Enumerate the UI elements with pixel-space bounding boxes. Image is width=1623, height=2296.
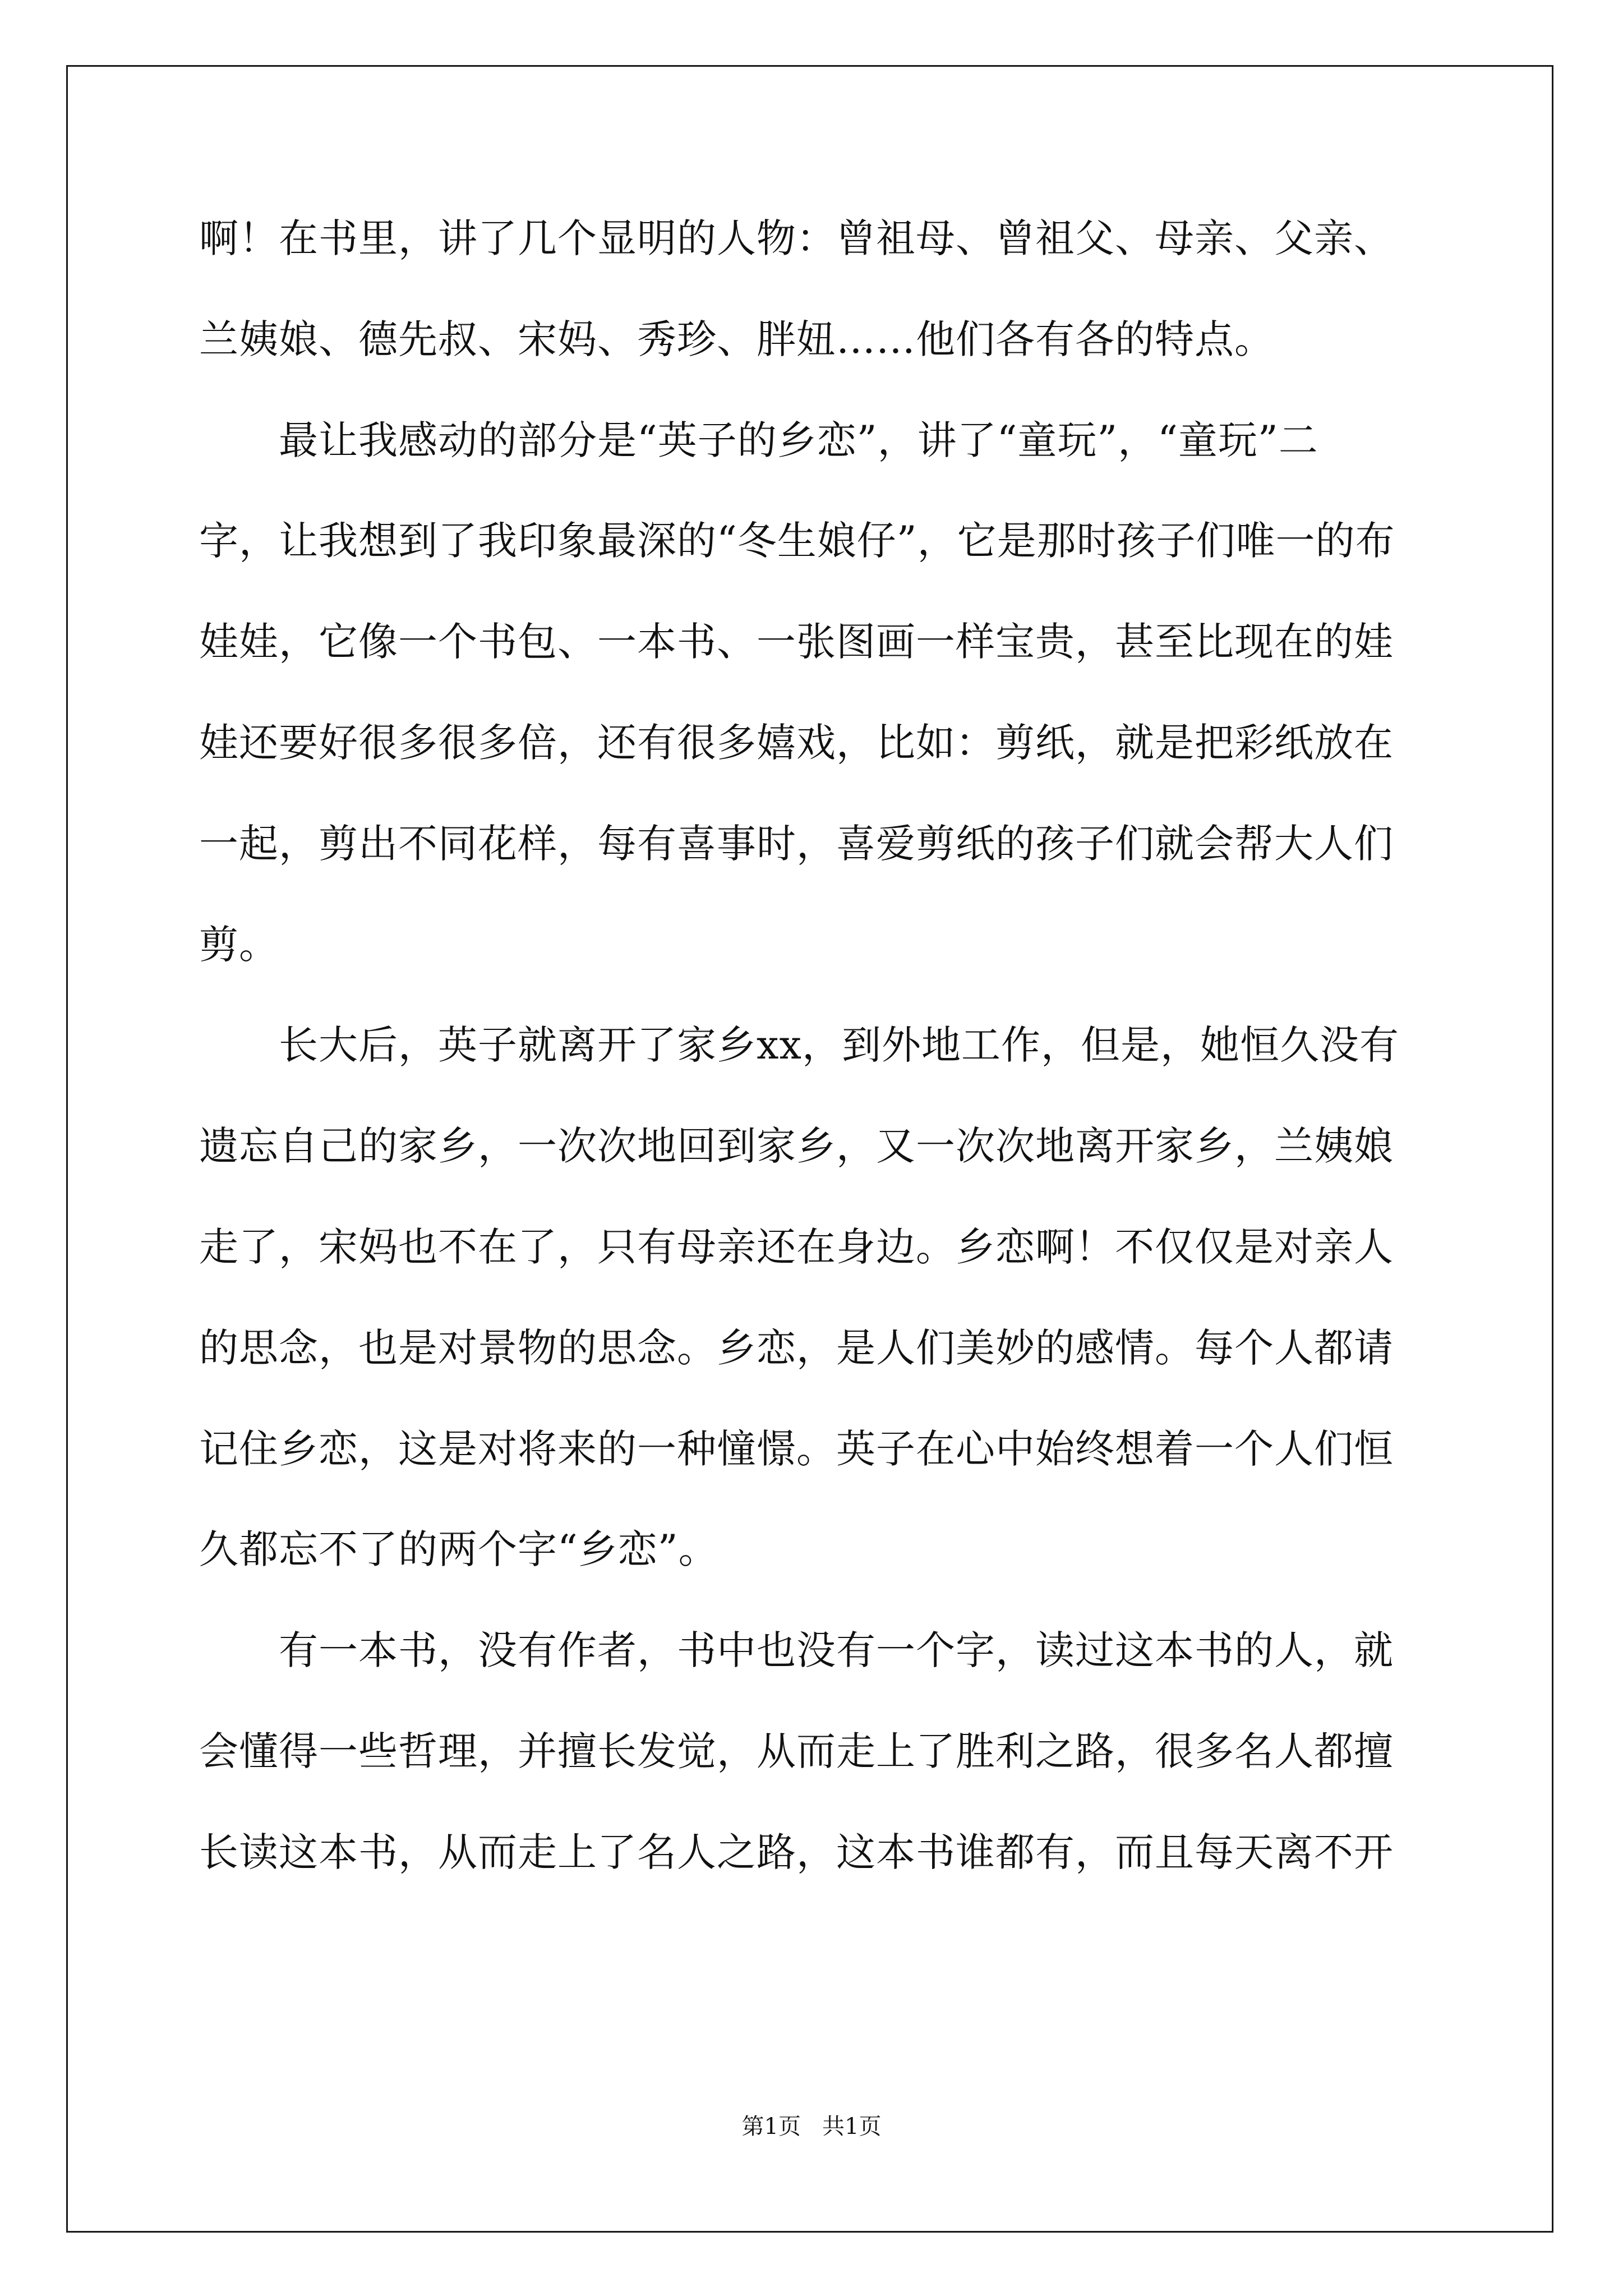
text-line: 遗忘自己的家乡，一次次地回到家乡，又一次次地离开家乡，兰姨娘 — [199, 1123, 1394, 1169]
page-footer — [0, 2110, 1623, 2143]
page-number: 第1页 — [741, 2114, 801, 2139]
text-line: 啊！在书里，讲了几个显明的人物：曾祖母、曾祖父、母亲、父亲、 — [199, 215, 1394, 261]
page-total: 共1页 — [822, 2114, 882, 2139]
text-line: 长读这本书，从而走上了名人之路，这本书谁都有，而且每天离不开 — [199, 1829, 1394, 1875]
text-line: 最让我感动的部分是“英子的乡恋”，讲了“童玩”，“童玩”二 — [199, 417, 1318, 463]
text-line: 娃还要好很多很多倍，还有很多嬉戏，比如：剪纸，就是把彩纸放在 — [199, 720, 1394, 766]
text-line: 走了，宋妈也不在了，只有母亲还在身边。乡恋啊！不仅仅是对亲人 — [199, 1224, 1394, 1270]
text-line: 记住乡恋，这是对将来的一种憧憬。英子在心中始终想着一个人们恒 — [199, 1426, 1394, 1472]
text-line: 长大后，英子就离开了家乡xx，到外地工作，但是，她恒久没有 — [199, 1022, 1399, 1068]
text-line: 字，让我想到了我印象最深的“冬生娘仔”，它是那时孩子们唯一的布 — [199, 518, 1395, 564]
text-line: 兰姨娘、德先叔、宋妈、秀珍、胖妞……他们各有各的特点。 — [199, 316, 1274, 362]
text-line: 久都忘不了的两个字“乡恋”。 — [199, 1526, 718, 1572]
text-line: 有一本书，没有作者，书中也没有一个字，读过这本书的人，就 — [199, 1627, 1394, 1673]
text-line: 会懂得一些哲理，并擅长发觉，从而走上了胜利之路，很多名人都擅 — [199, 1728, 1394, 1774]
text-line: 娃娃，它像一个书包、一本书、一张图画一样宝贵，甚至比现在的娃 — [199, 619, 1394, 665]
text-line: 一起，剪出不同花样，每有喜事时，喜爱剪纸的孩子们就会帮大人们 — [199, 821, 1394, 867]
text-line: 剪。 — [199, 922, 279, 968]
text-line: 的思念，也是对景物的思念。乡恋，是人们美妙的感情。每个人都请 — [199, 1325, 1394, 1371]
